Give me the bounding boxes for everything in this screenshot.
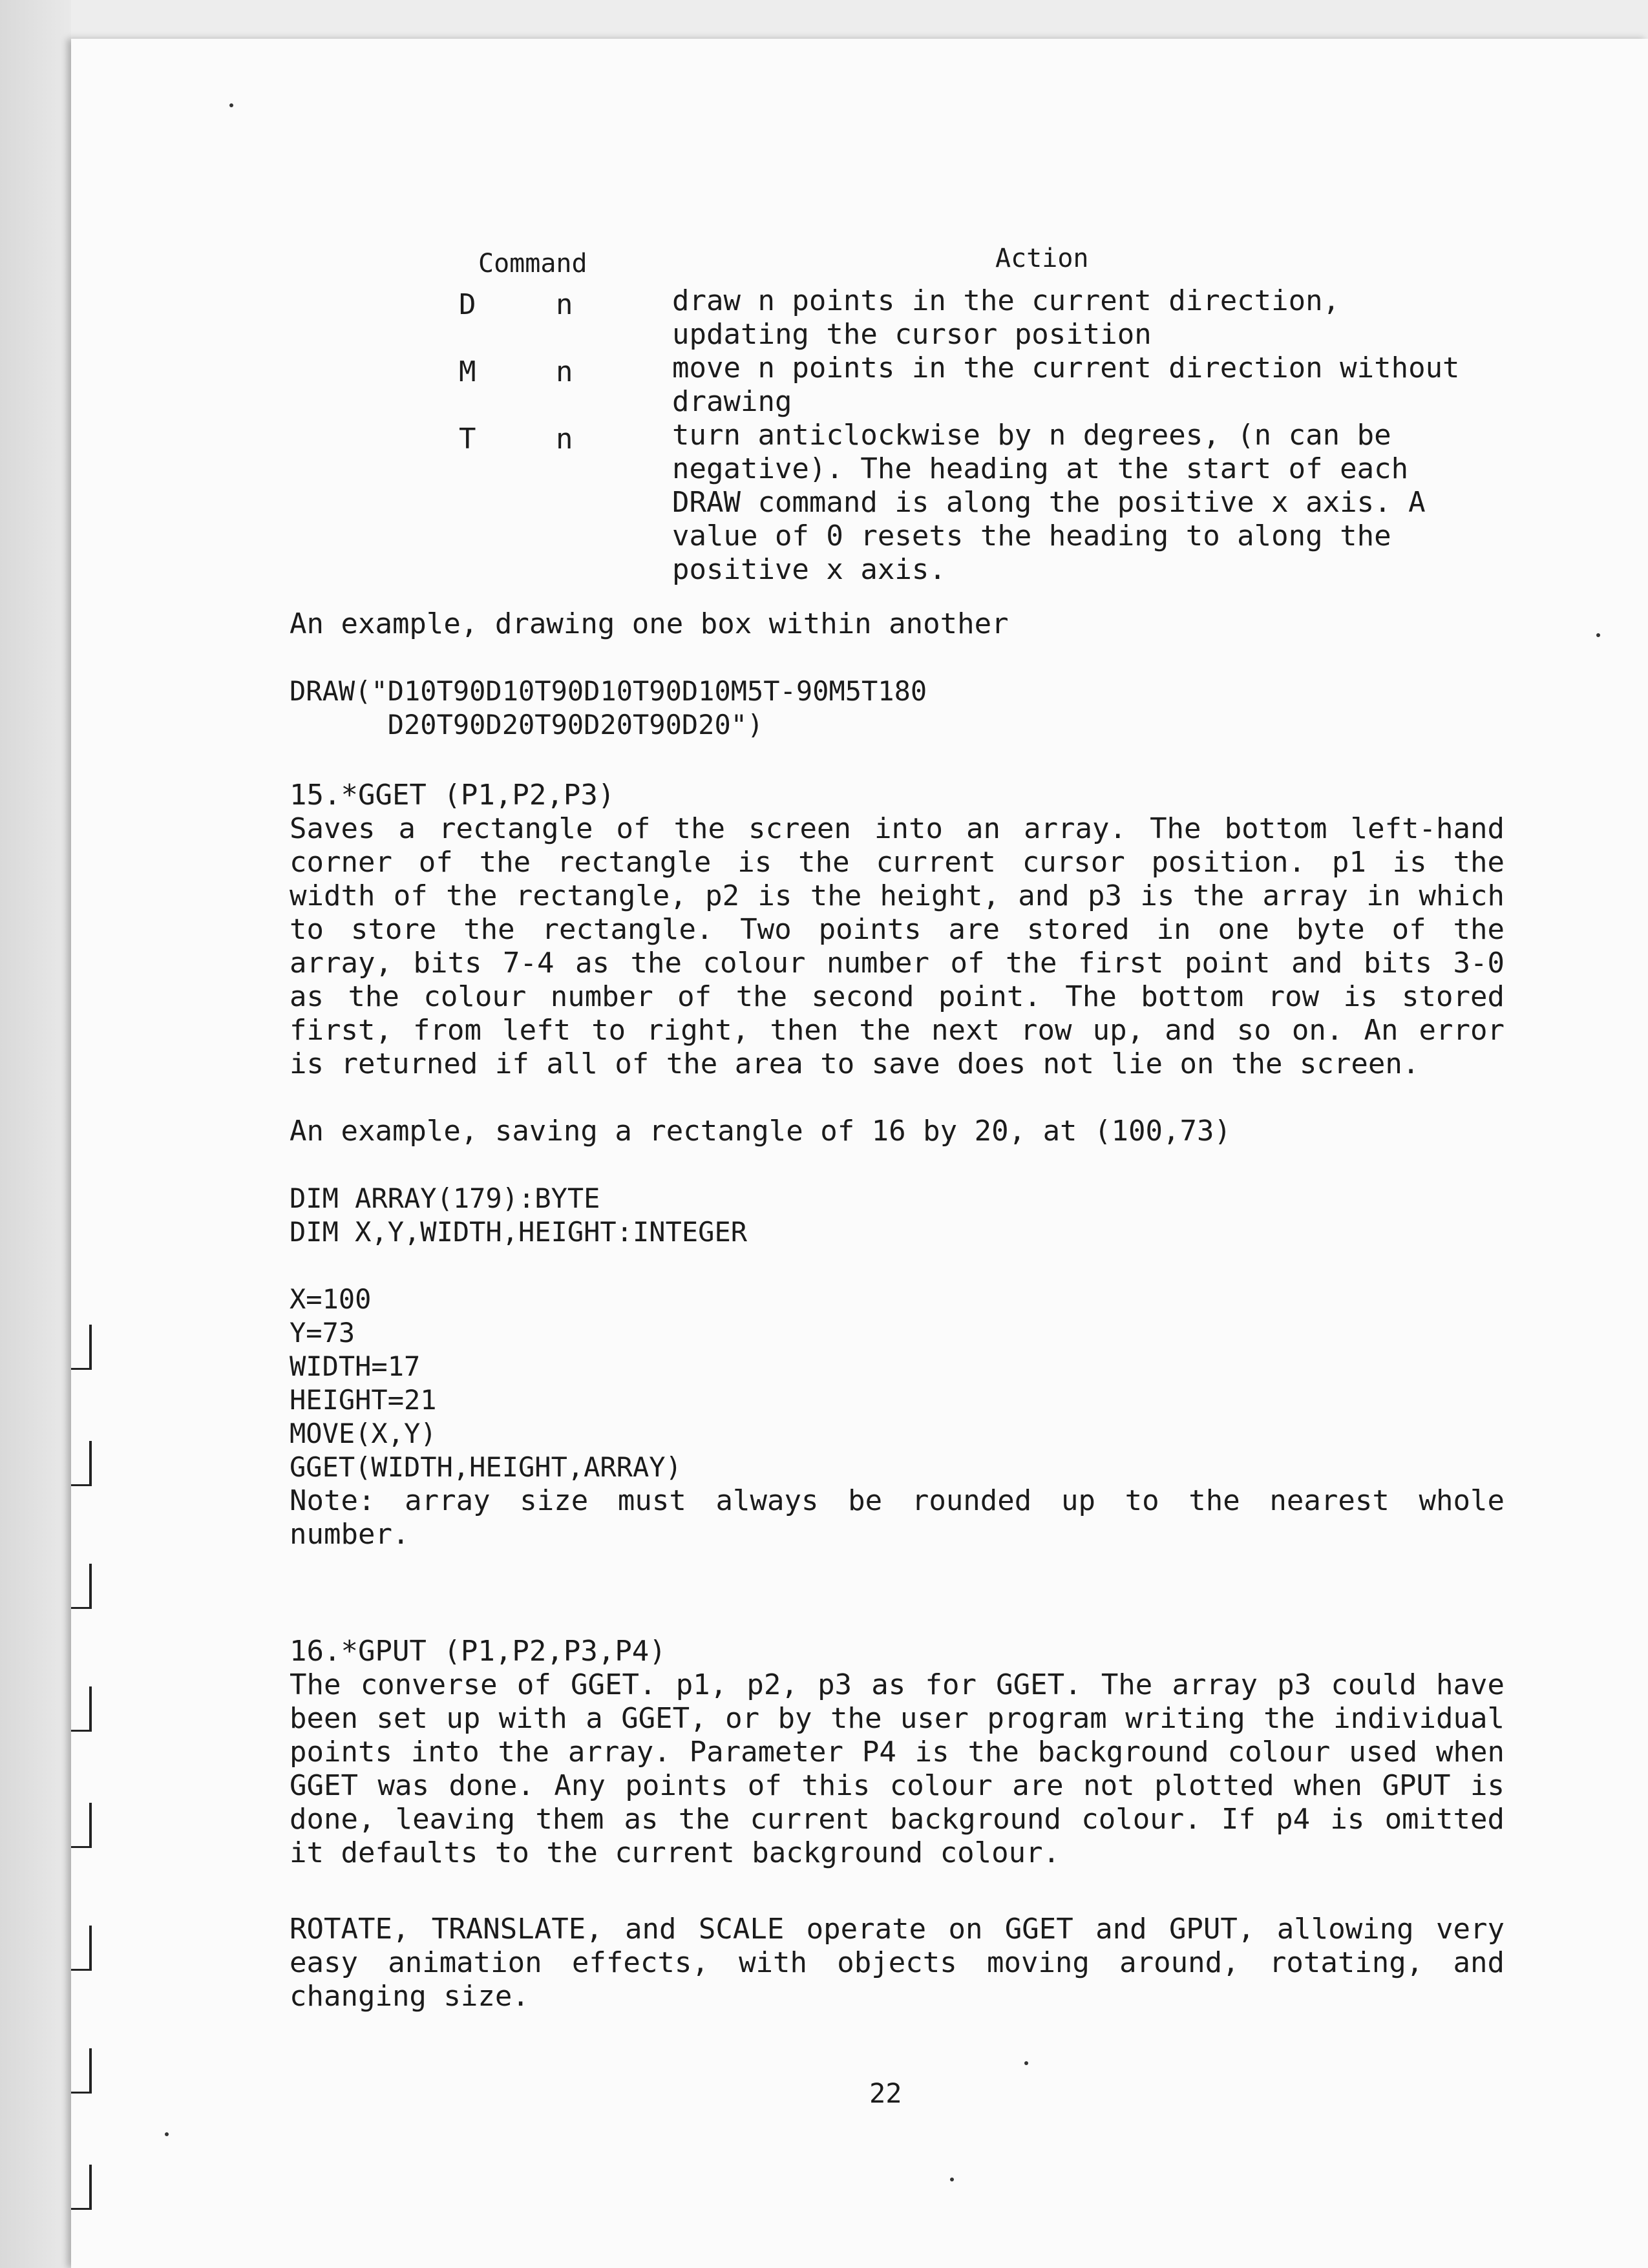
gget-heading: 15.*GGET (P1,P2,P3) — [290, 779, 615, 812]
closing-section — [290, 1913, 1505, 2013]
command-arg: n — [556, 355, 573, 388]
gput-section — [290, 1635, 1505, 1870]
gget-section — [290, 779, 1505, 1551]
binding-marks — [89, 1325, 115, 2229]
command-row-t — [284, 419, 1512, 587]
gget-code-body: X=100 Y=73 WIDTH=17 HEIGHT=21 MOVE(X,Y) GGET(WIDTH,HEIGHT,ARRAY) — [290, 1283, 682, 1483]
scan-speck — [950, 2178, 954, 2181]
command-arg: n — [556, 288, 573, 321]
command-arg: n — [556, 423, 573, 456]
gput-heading: 16.*GPUT (P1,P2,P3,P4) — [290, 1635, 666, 1668]
command-table-header — [284, 244, 1512, 284]
gget-example-intro: An example, saving a rectangle of 16 by 20, at (100,73) — [290, 1115, 1231, 1148]
scan-speck — [1596, 633, 1600, 637]
command-table — [284, 244, 1512, 587]
closing-paragraph: ROTATE, TRANSLATE, and SCALE operate on GGET and GPUT, allowing very easy animation effects, with objects moving around, rotating, and changing size. — [290, 1913, 1505, 2013]
command-action: draw n points in the current direction, updating the cursor position — [672, 284, 1340, 351]
command-letter: T — [459, 423, 476, 456]
gget-body: Saves a rectangle of the screen into an array. The bottom left-hand corner of the rectangle is the current cursor position. p1 is the width of the rectangle, p2 is the height, and p3 is the array in which to store the rectangle. Two points are stored in one byte of the array, bits 7-4 as the colour number of the first point and bits 3-0 as the colour number of the second point. The bottom row is stored first, from left to right, then the next row up, and so on. An error is returned if all of the area to save does not lie on the screen. — [290, 812, 1505, 1080]
command-letter: D — [459, 288, 476, 321]
command-action: move n points in the current direction without drawing — [672, 352, 1460, 418]
scan-speck — [229, 103, 233, 107]
scan-speck — [165, 2132, 169, 2136]
scan-background — [0, 0, 71, 2268]
command-letter: M — [459, 355, 476, 388]
header-action: Action — [995, 244, 1089, 273]
command-row-d — [284, 284, 1512, 352]
scan-speck — [1024, 2061, 1028, 2065]
draw-example-intro: An example, drawing one box within another — [290, 607, 1009, 640]
command-row-m — [284, 352, 1512, 419]
gget-note: Note: array size must always be rounded up to the nearest whole number. — [290, 1484, 1505, 1551]
draw-example-code: DRAW("D10T90D10T90D10T90D10M5T-90M5T180 D20T90D20T90D20T90D20") — [290, 675, 927, 740]
page-number: 22 — [869, 2077, 902, 2109]
header-command: Command — [478, 249, 587, 278]
draw-example-section — [290, 607, 1505, 742]
gget-code-dim: DIM ARRAY(179):BYTE DIM X,Y,WIDTH,HEIGHT:INTEGER — [290, 1182, 748, 1248]
command-action: turn anticlockwise by n degrees, (n can be negative). The heading at the start of each DRAW command is along the positive x axis. A value of 0 resets the heading to along the positive x axis. — [672, 419, 1426, 586]
gput-body: The converse of GGET. p1, p2, p3 as for GGET. The array p3 could have been set up with a GGET, or by the user program writing the individual points into the array. Parameter P4 is the background colour used when GGET was done. Any points of this colour are not plotted when GPUT is done, leaving them as the current background colour. If p4 is omitted it defaults to the current background colour. — [290, 1668, 1505, 1869]
